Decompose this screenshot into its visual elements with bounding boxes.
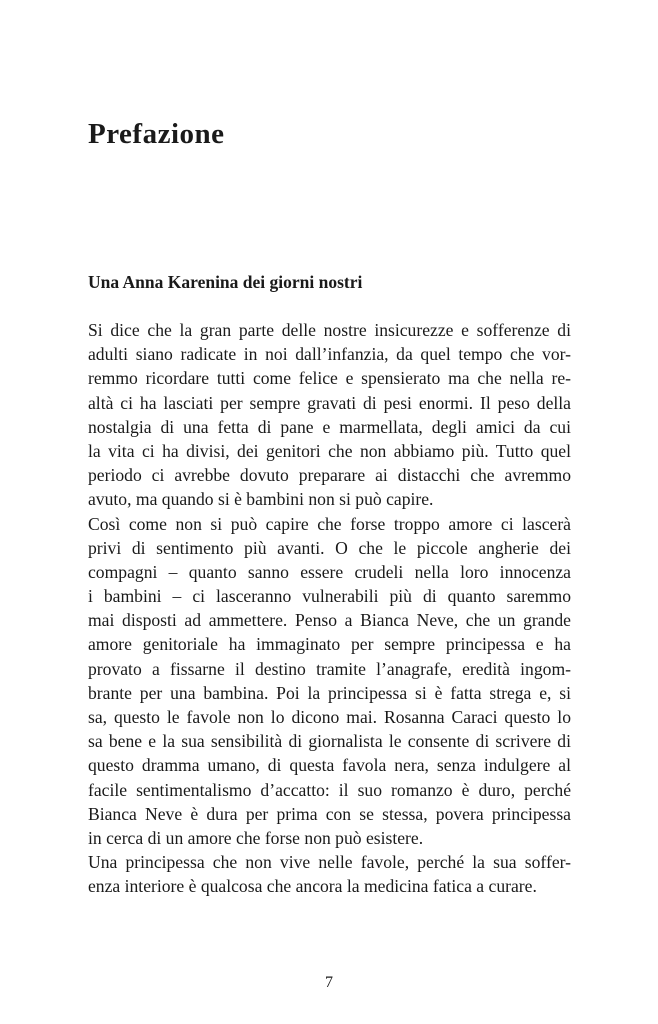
text-line: amore genitoriale ha immaginato per sempre principessa e ha [88,634,571,655]
text-line: provato a fissarne il destino tramite l’anagrafe, eredità ingom- [88,658,571,679]
text-line: adulti siano radicate in noi dall’infanzia, da quel tempo che vor- [88,344,571,365]
text-line: sa bene e la sua sensibilità di giornalista le consente di scrivere di [88,731,571,752]
paragraph [88,850,571,898]
text-line: privi di sentimento più avanti. O che le piccole angherie dei [88,537,571,558]
paragraph [88,318,571,512]
text-line: altà ci ha lasciati per sempre gravati di pesi enormi. Il peso della [88,392,571,413]
body-text [88,318,571,899]
text-line: remmo ricordare tutti come felice e spensierato ma che nella re- [88,368,571,389]
section-heading: Una Anna Karenina dei giorni nostri [88,272,363,292]
text-line: Bianca Neve è dura per prima con se stessa, povera principessa [88,803,571,824]
text-line: Così come non si può capire che forse troppo amore ci lascerà [88,513,571,534]
chapter-title: Prefazione [88,118,225,150]
text-line: mai disposti ad ammettere. Penso a Bianca Neve, che un grande [88,610,571,631]
text-line: avuto, ma quando si è bambini non si può capire. [88,489,434,510]
text-line: enza interiore è qualcosa che ancora la medicina fatica a curare. [88,876,537,897]
text-line: Una principessa che non vive nelle favole, perché la sua soffer- [88,852,571,873]
text-line: periodo ci avrebbe dovuto preparare ai distacchi che avremmo [88,465,571,486]
text-line: la vita ci ha divisi, dei genitori che non abbiamo più. Tutto quel [88,440,571,461]
text-line: compagni – quanto sanno essere crudeli nella loro innocenza [88,561,571,582]
text-line: in cerca di un amore che forse non può esistere. [88,827,424,848]
paragraph [88,512,571,851]
text-line: Si dice che la gran parte delle nostre insicurezze e sofferenze di [88,320,571,340]
page-number: 7 [325,974,333,991]
text-line: brante per una bambina. Poi la principessa si è fatta strega e, si [88,682,571,703]
text-line: sa, questo le favole non lo dicono mai. Rosanna Caraci questo lo [88,707,571,727]
text-line: nostalgia di una fetta di pane e marmellata, degli amici da cui [88,416,571,437]
text-line: questo dramma umano, di questa favola nera, senza indulgere al [88,755,571,776]
text-line: facile sentimentalismo d’accatto: il suo romanzo è duro, perché [88,779,571,800]
text-line: i bambini – ci lasceranno vulnerabili più di quanto saremmo [88,586,571,607]
